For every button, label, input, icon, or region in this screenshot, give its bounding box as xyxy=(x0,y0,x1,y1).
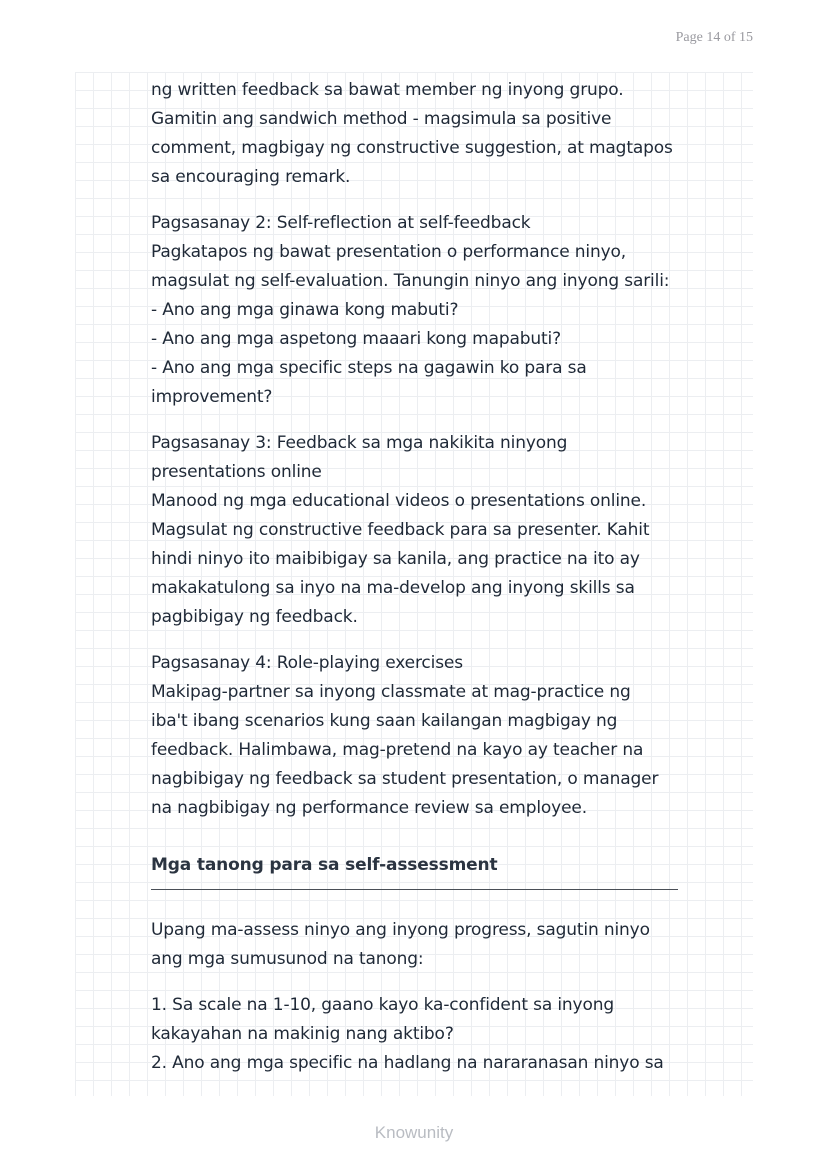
paragraph-pagsasanay-4: Pagsasanay 4: Role-playing exercises Makipag-partner sa inyong classmate at mag-practice ng iba't ibang scenarios kung saan kailangan magbigay ng feedback. Halimbawa, mag-pretend na kayo ay teacher na nagbibigay ng feedback sa student presentation, o manager na nagbibigay ng performance review sa employee. xyxy=(151,653,659,818)
paragraph-questions: 1. Sa scale na 1-10, gaano kayo ka-confident sa inyong kakayahan na makinig nang aktibo? 2. Ano ang mga specific na hadlang na nararanasan ninyo sa xyxy=(151,995,664,1073)
section-divider xyxy=(151,889,678,890)
paragraph-pagsasanay-2: Pagsasanay 2: Self-reflection at self-feedback Pagkatapos ng bawat presentation o performance ninyo, magsulat ng self-evaluation. Tanungin ninyo ang inyong sarili: - Ano ang mga ginawa kong mabuti? - Ano ang mga aspetong maaari kong mapabuti? - Ano ang mga specific steps na gagawin ko para sa improvement? xyxy=(151,213,670,407)
document-body xyxy=(151,76,696,1095)
paragraph-pagsasanay-3: Pagsasanay 3: Feedback sa mga nakikita ninyong presentations online Manood ng mga educational videos o presentations online. Magsulat ng constructive feedback para sa presenter. Kahit hindi ninyo ito maibibigay sa kanila, ang practice na ito ay makakatulong sa inyo na ma-develop ang inyong skills sa pagbibigay ng feedback. xyxy=(151,433,650,627)
section-heading: Mga tanong para sa self-assessment xyxy=(151,855,498,875)
footer-brand: Knowunity xyxy=(374,1123,454,1142)
paragraph-intro: Upang ma-assess ninyo ang inyong progress, sagutin ninyo ang mga sumusunod na tanong: xyxy=(151,920,650,969)
paragraph-written-feedback: ng written feedback sa bawat member ng inyong grupo. Gamitin ang sandwich method - magsimula sa positive comment, magbigay ng constructive suggestion, at magtapos sa encouraging remark. xyxy=(151,80,673,187)
page-number: Page 14 of 15 xyxy=(675,30,753,45)
